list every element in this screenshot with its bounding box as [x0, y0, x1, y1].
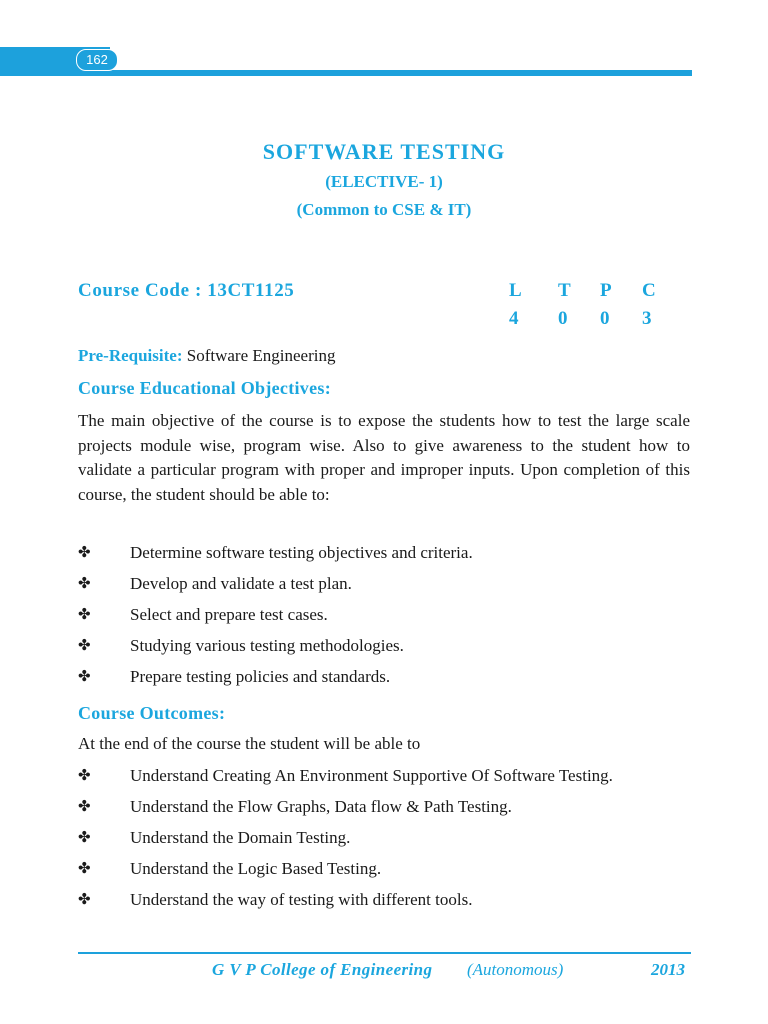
course-applicability: (Common to CSE & IT) — [296, 200, 472, 219]
list-item — [78, 888, 690, 912]
ltpc-value-l: 4 — [509, 308, 519, 329]
footer-college: G V P College of Engineering — [212, 960, 433, 979]
outcomes-intro: At the end of the course the student will be able to — [78, 734, 421, 753]
course-code: Course Code : 13CT1125 — [78, 280, 295, 301]
bullet-icon: ✤ — [78, 861, 91, 877]
bullet-icon: ✤ — [78, 830, 91, 846]
list-item-text: Understand the Domain Testing. — [130, 828, 351, 847]
bullet-icon: ✤ — [78, 669, 91, 685]
list-item-text: Understand the Logic Based Testing. — [130, 859, 382, 878]
course-title: SOFTWARE TESTING — [262, 139, 506, 164]
prerequisite — [78, 346, 335, 366]
ltpc-value-c: 3 — [642, 308, 652, 329]
course-elective: (ELECTIVE- 1) — [325, 172, 443, 191]
bullet-icon: ✤ — [78, 638, 91, 654]
prerequisite-value: Software Engineering — [182, 346, 336, 365]
ltpc-label-l: L — [509, 280, 522, 301]
list-item — [78, 857, 690, 881]
bullet-icon: ✤ — [78, 892, 91, 908]
ltpc-label-c: C — [642, 280, 656, 301]
footer-rule — [78, 952, 691, 954]
objectives-intro: The main objective of the course is to expose the students how to test the large scale projects module wise, program wise. Also to give awareness to the student how to validate a particular program with proper and improper inputs. Upon completion of this course, the student should be able to: — [78, 411, 690, 504]
footer-year: 2013 — [651, 960, 685, 979]
outcomes-heading: Course Outcomes: — [78, 703, 226, 723]
list-item-text: Understand the Flow Graphs, Data flow & Path Testing. — [130, 797, 512, 816]
ltpc-value-t: 0 — [558, 308, 568, 329]
list-item — [78, 764, 690, 788]
footer-autonomous: (Autonomous) — [467, 960, 564, 979]
objectives-list — [78, 541, 690, 696]
objectives-heading: Course Educational Objectives: — [78, 378, 331, 398]
list-item — [78, 665, 690, 689]
list-item-text: Determine software testing objectives and criteria. — [130, 543, 473, 562]
prerequisite-label: Pre-Requisite: — [78, 346, 183, 365]
list-item-text: Select and prepare test cases. — [130, 605, 328, 624]
bullet-icon: ✤ — [78, 576, 91, 592]
list-item — [78, 795, 690, 819]
ltpc-value-p: 0 — [600, 308, 610, 329]
ltpc-label-p: P — [600, 280, 612, 301]
list-item — [78, 826, 690, 850]
bullet-icon: ✤ — [78, 545, 91, 561]
list-item-text: Studying various testing methodologies. — [130, 636, 404, 655]
ltpc-label-t: T — [558, 280, 571, 301]
bullet-icon: ✤ — [78, 799, 91, 815]
list-item — [78, 603, 690, 627]
list-item — [78, 634, 690, 658]
list-item — [78, 572, 690, 596]
list-item-text: Understand Creating An Environment Supportive Of Software Testing. — [130, 766, 613, 785]
bullet-icon: ✤ — [78, 607, 91, 623]
outcomes-list — [78, 764, 690, 919]
bullet-icon: ✤ — [78, 768, 91, 784]
list-item-text: Prepare testing policies and standards. — [130, 667, 391, 686]
list-item-text: Understand the way of testing with different tools. — [130, 890, 473, 909]
page-number: 162 — [76, 49, 118, 71]
list-item — [78, 541, 690, 565]
list-item-text: Develop and validate a test plan. — [130, 574, 352, 593]
